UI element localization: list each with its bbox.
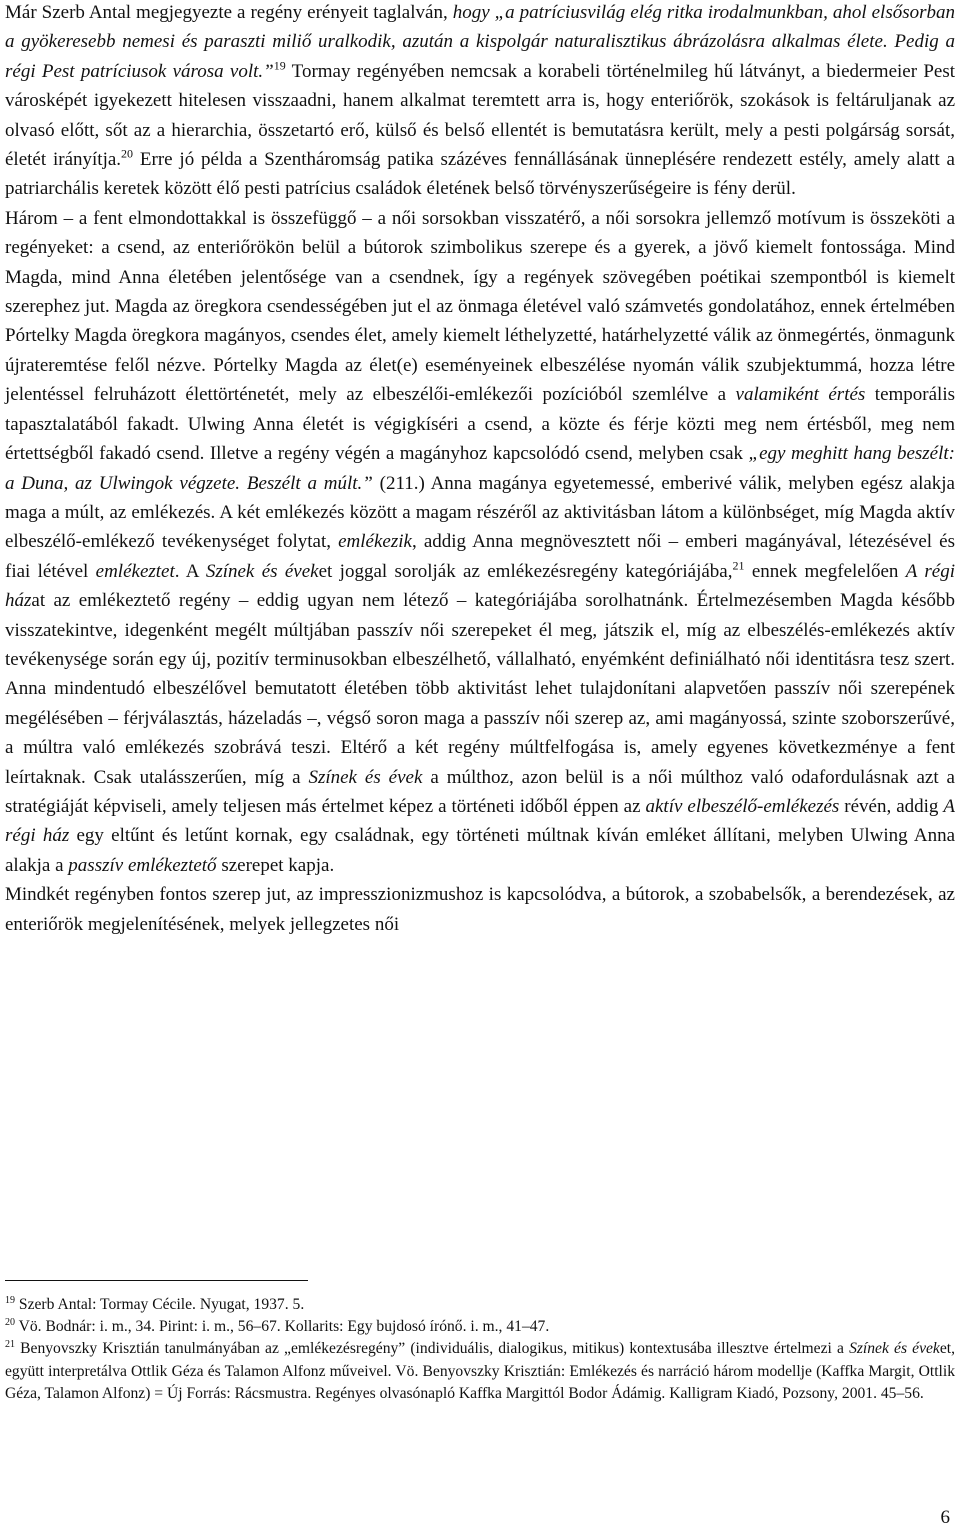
footnotes xyxy=(5,1294,955,1405)
footnote xyxy=(5,1316,955,1338)
text-run: Erre jó példa a Szentháromság patika százéves fennállásának ünneplésére rendezett estély, amely alatt a patriarchális keretek között élő pesti patrícius családok életének belső törvényszerűségeire is fény derül. xyxy=(5,149,955,200)
text-run: (211.) Anna magánya egyetemessé, emberivé válik, melyben egész alakja maga a múlt, az emlékezés. A két emlékezés között a magam részéről az aktivitásban látom a különbséget, míg Magda aktív elbeszélő-emlékező tevékenységet folytat, xyxy=(5,472,955,553)
italic-text: valamiként értés xyxy=(735,384,866,406)
italic-text: aktív elbeszélő-emlékezés xyxy=(645,795,840,817)
paragraph xyxy=(5,204,955,880)
text-run: temporális tapasztalatából fakadt. Ulwing Anna életét is végigkíséri a csend, a közte és férje közti meg nem értésből, meg nem értettségből fakadó csend. Illetve a regény végén a magányhoz kapcsolódó csend, melyben csak xyxy=(5,384,956,465)
italic-text: A régi ház xyxy=(5,795,956,847)
text-run: egy eltűnt és letűnt kornak, egy családnak, egy történeti múltnak kíván emléket állítani, melyben Ulwing Anna alakja a xyxy=(5,825,956,876)
text-run: szerepet kapja. xyxy=(216,854,335,876)
italic-text: emlékeztet xyxy=(95,560,175,582)
italic-text: hogy „a patríciusvilág elég ritka irodalmunkban, ahol elsősorban a gyökeresebb nemesi és paraszti miliő uralkodik, azután a kispolgár naturalisztikus ábrázolásra alkalmas élete. Pedig a régi Pest patríciusok városa volt.” xyxy=(5,2,956,82)
text-run: Mindkét regényben fontos szerep jut, az impresszionizmushoz is kapcsolódva, a bútorok, a szobabelsők, a berendezések, az enteriőrök megjelenítésének, melyek jellegzetes női xyxy=(5,884,955,935)
text-run: Benyovszky Krisztián tanulmányában az „emlékezésregény” (individuális, dialogikus, mitikus) kontextusába illesztve értelmezi a xyxy=(15,1340,850,1358)
footnote-divider xyxy=(5,1280,308,1281)
text-run: Három – a fent elmondottakkal is összefüggő – a női sorsokban visszatérő, a női sorsokra jellemző motívum is összeköti a regényeket: a csend, az enteriőrökön belül a bútorok szimbolikus szerepe és a gyerek, a jövő kiemelt fontossága. Mind Magda, mind Anna életében jelentősége van a csendnek, így a regények szövegében poétikai szempontból is kiemelt szerephez jut. Magda az öregkora csendességében jut el az önmaga életével való számvetés gondolatához, ennek értelmében Pórtelky Magda öregkora magányos, csendes élet, amely kiemelt léthelyzetté, határhelyzetté válik az önmegértés, önmagunk újrateremtése felől nézve. Pórtelky Magda az élet(e) eseményeinek elbeszélése nyomán válik szubjektummá, hozza létre jelentéssel felruházott élettörténetét, mely az elbeszélői-emlékezői pozícióból szemlélve a xyxy=(5,207,955,406)
text-run: a múlthoz, azon belül is a női múlthoz való odafordulásnak azt a stratégiáját képviseli, amely teljesen más értelmet képez a történeti időből éppen az xyxy=(5,766,955,817)
main-text xyxy=(5,0,955,939)
paragraph xyxy=(5,880,955,939)
footnote-ref: 19 xyxy=(5,1294,15,1306)
text-run: Szerb Antal: Tormay Cécile. Nyugat, 1937. 5. xyxy=(15,1296,305,1313)
italic-text: Színek és évek xyxy=(205,560,319,582)
footnote-ref: 20 xyxy=(5,1317,15,1329)
footnote xyxy=(5,1338,955,1405)
footnote xyxy=(5,1294,955,1316)
italic-text: passzív emlékeztető xyxy=(68,854,217,876)
italic-text: Színek és évek xyxy=(308,766,423,788)
page-number: 6 xyxy=(940,1507,950,1528)
italic-text: „egy meghitt hang beszélt: a Duna, az Ulwingok végzete. Beszélt a múlt.” xyxy=(5,443,955,494)
text-run: , addig Anna megnövesztett női – emberi magányával, létezésével és fiai létével xyxy=(5,531,955,582)
text-run: et, együtt interpretálva Ottlik Géza és Talamon Alfonz műveivel. Vö. Benyovszky Krisztián: Emlékezés és narráció három modellje (Kaffka Margit, Ottlik Géza, Talamon Alfonz) = Új Forrás: Rácsmustra. Regényes olvasónapló Kaffka Margittól Bodor Ádámig. Kalligram Kiadó, Pozsony, 2001. 45–56. xyxy=(5,1340,956,1402)
footnote-ref: 21 xyxy=(732,558,745,573)
footnote-ref: 21 xyxy=(5,1339,15,1351)
italic-text: A régi ház xyxy=(5,560,955,612)
text-run: at az emlékeztető regény – eddig ugyan nem létező – kategóriájába sorolhatnánk. Értelmezésemben Magda később visszatekintve, idegenként megélt múltjában passzív női szerepeket él meg, játszik el, míg az elbeszélés-emlékezés aktív tevékenysége során egy új, pozitív terminusokban elbeszélhető, vállalható, enyémként definiálható női identitásra tesz szert. Anna mindentudó elbeszélővel bemutatott életében több aktivitást lehet tulajdonítani alapvetően passzív női szerepének megélésében – férjválasztás, házeladás –, végső soron maga a passzív női szerep az, ami magányossá, szinte szoborszerűvé, a múltra való emlékezés szobrává teszi. Eltérő a két regény múltfelfogása is, amely egyenes következménye a fent leírtaknak. Csak utalásszerűen, míg a xyxy=(5,590,955,788)
text-run: Már Szerb Antal megjegyezte a regény erényeit taglalván, xyxy=(5,2,453,23)
text-run: ennek megfelelően xyxy=(744,560,906,582)
text-run: Vö. Bodnár: i. m., 34. Pirint: i. m., 56–67. Kollarits: Egy bujdosó írónő. i. m., 41–47. xyxy=(15,1318,550,1336)
text-run: Tormay regényében nemcsak a korabeli történelmileg hű látványt, a biedermeier Pest városképét igyekezett hitelesen visszaadni, hanem alkalmat teremtett arra is, hogy enteriőrök, szokások is feltáruljanak az olvasó előtt, sőt az a hierarchia, összetartó erő, külső és belső ellentét is bemutatásra került, mely a pesti polgárság sorsát, életét irányítja. xyxy=(5,60,955,171)
footnote-ref: 20 xyxy=(121,146,134,161)
footnote-ref: 19 xyxy=(273,58,286,73)
text-run: révén, addig xyxy=(839,795,944,817)
italic-text: Színek és évek xyxy=(849,1340,940,1358)
paragraph xyxy=(5,0,955,204)
text-run: . A xyxy=(174,560,206,582)
text-run: et joggal sorolják az emlékezésregény kategóriájába, xyxy=(318,560,733,582)
italic-text: emlékezik xyxy=(338,531,412,553)
